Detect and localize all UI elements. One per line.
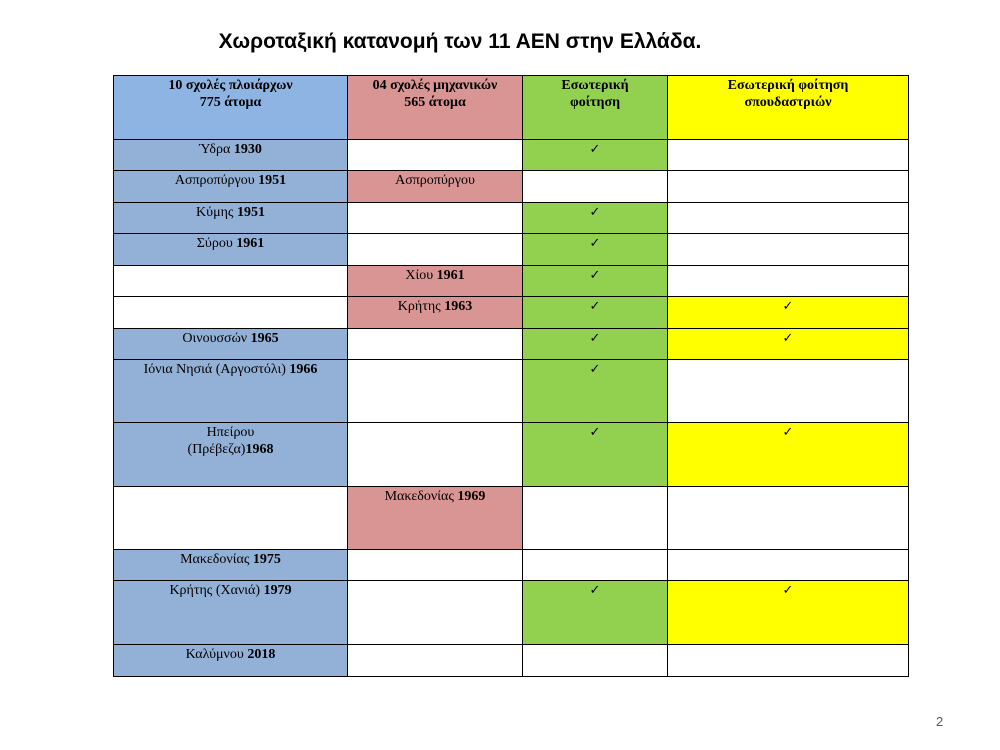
check-icon: ✓ bbox=[782, 425, 794, 440]
header-engineers bbox=[348, 76, 523, 140]
school-name: Σύρου bbox=[196, 236, 233, 251]
header-boarding-line2: φοίτηση bbox=[569, 95, 621, 110]
captains-cell bbox=[114, 266, 348, 297]
engineers-cell bbox=[348, 423, 523, 487]
female-boarding-cell bbox=[668, 581, 909, 645]
school-name: Ιόνια Νησιά (Αργοστόλι) bbox=[143, 362, 286, 377]
captains-cell bbox=[114, 360, 348, 423]
page-number: 2 bbox=[936, 714, 944, 729]
school-name: Καλύμνου bbox=[185, 647, 244, 662]
school-year: 1965 bbox=[250, 331, 279, 346]
female-boarding-cell bbox=[668, 487, 909, 550]
engineers-cell bbox=[348, 171, 523, 203]
school-name: Χίου bbox=[405, 268, 434, 283]
engineers-cell bbox=[348, 487, 523, 550]
female-boarding-cell bbox=[668, 329, 909, 360]
engineers-cell bbox=[348, 360, 523, 423]
table-row bbox=[114, 266, 909, 297]
table-row bbox=[114, 487, 909, 550]
school-year: 1966 bbox=[289, 362, 318, 377]
female-boarding-cell bbox=[668, 423, 909, 487]
boarding-cell bbox=[523, 266, 668, 297]
engineers-cell bbox=[348, 550, 523, 581]
female-boarding-cell bbox=[668, 234, 909, 266]
header-engineers-line2: 565 άτομα bbox=[404, 95, 466, 110]
school-year: 1951 bbox=[236, 205, 265, 220]
check-icon: ✓ bbox=[782, 583, 794, 598]
female-boarding-cell bbox=[668, 140, 909, 171]
slide-title: Χωροταξική κατανομή των 11 ΑΕΝ στην Ελλάδα. bbox=[218, 30, 702, 53]
boarding-cell bbox=[523, 234, 668, 266]
table-row bbox=[114, 234, 909, 266]
engineers-cell bbox=[348, 645, 523, 677]
engineers-cell bbox=[348, 140, 523, 171]
school-year: 1969 bbox=[457, 489, 486, 504]
school-name: Κρήτης bbox=[397, 299, 441, 314]
header-engineers-line1: 04 σχολές μηχανικών bbox=[372, 78, 498, 93]
header-boarding-line1: Εσωτερική bbox=[561, 78, 629, 93]
boarding-cell bbox=[523, 645, 668, 677]
boarding-cell bbox=[523, 171, 668, 203]
engineers-cell bbox=[348, 234, 523, 266]
captains-cell bbox=[114, 203, 348, 234]
header-boarding bbox=[523, 76, 668, 140]
school-name: Κύμης bbox=[196, 205, 234, 220]
boarding-cell bbox=[523, 550, 668, 581]
captains-cell bbox=[114, 140, 348, 171]
female-boarding-cell bbox=[668, 266, 909, 297]
table-row bbox=[114, 140, 909, 171]
table-row bbox=[114, 581, 909, 645]
table-row bbox=[114, 329, 909, 360]
check-icon: ✓ bbox=[589, 142, 601, 157]
table-body bbox=[114, 140, 909, 677]
engineers-cell bbox=[348, 266, 523, 297]
boarding-cell bbox=[523, 487, 668, 550]
school-year: 1975 bbox=[252, 552, 281, 567]
table-row bbox=[114, 645, 909, 677]
header-captains-line1: 10 σχολές πλοιάρχων bbox=[168, 78, 293, 93]
header-row bbox=[114, 76, 909, 140]
school-year: 1963 bbox=[444, 299, 473, 314]
school-name: Ύδρα bbox=[199, 142, 231, 157]
school-year: 1961 bbox=[436, 268, 465, 283]
header-female-boarding bbox=[668, 76, 909, 140]
check-icon: ✓ bbox=[589, 583, 601, 598]
engineers-cell bbox=[348, 203, 523, 234]
boarding-cell bbox=[523, 329, 668, 360]
header-captains-line2: 775 άτομα bbox=[199, 95, 262, 110]
check-icon: ✓ bbox=[782, 331, 794, 346]
table-row bbox=[114, 550, 909, 581]
captains-cell bbox=[114, 550, 348, 581]
check-icon: ✓ bbox=[589, 331, 601, 346]
table-row bbox=[114, 203, 909, 234]
school-name: Μακεδονίας bbox=[180, 552, 250, 567]
school-name: Ασπροπύργου bbox=[174, 173, 255, 188]
boarding-cell bbox=[523, 297, 668, 329]
engineers-cell bbox=[348, 297, 523, 329]
school-name: Ασπροπύργου bbox=[395, 173, 475, 188]
female-boarding-cell bbox=[668, 203, 909, 234]
school-name: Κρήτης (Χανιά) bbox=[169, 583, 261, 598]
table-row bbox=[114, 171, 909, 203]
captains-cell bbox=[114, 645, 348, 677]
header-captains bbox=[114, 76, 348, 140]
school-year: 1968 bbox=[245, 442, 274, 457]
school-name: Οινουσσών bbox=[182, 331, 248, 346]
school-year: 1979 bbox=[263, 583, 292, 598]
schools-table bbox=[113, 75, 909, 677]
school-name-location: (Πρέβεζα) bbox=[187, 442, 246, 457]
captains-cell bbox=[114, 234, 348, 266]
female-boarding-cell bbox=[668, 360, 909, 423]
school-name: Ηπείρου bbox=[206, 425, 255, 440]
boarding-cell bbox=[523, 581, 668, 645]
school-year: 1930 bbox=[233, 142, 262, 157]
captains-cell bbox=[114, 423, 348, 487]
female-boarding-cell bbox=[668, 550, 909, 581]
header-female-line1: Εσωτερική φοίτηση bbox=[727, 78, 849, 93]
captains-cell bbox=[114, 171, 348, 203]
header-female-line2: σπουδαστριών bbox=[744, 95, 832, 110]
boarding-cell bbox=[523, 360, 668, 423]
check-icon: ✓ bbox=[589, 268, 601, 283]
captains-cell bbox=[114, 329, 348, 360]
boarding-cell bbox=[523, 140, 668, 171]
boarding-cell bbox=[523, 423, 668, 487]
captains-cell bbox=[114, 297, 348, 329]
boarding-cell bbox=[523, 203, 668, 234]
check-icon: ✓ bbox=[589, 236, 601, 251]
school-year: 1951 bbox=[258, 173, 287, 188]
female-boarding-cell bbox=[668, 171, 909, 203]
check-icon: ✓ bbox=[589, 425, 601, 440]
check-icon: ✓ bbox=[589, 362, 601, 377]
school-year: 1961 bbox=[236, 236, 265, 251]
table-row bbox=[114, 360, 909, 423]
check-icon: ✓ bbox=[589, 299, 601, 314]
school-name: Μακεδονίας bbox=[384, 489, 454, 504]
engineers-cell bbox=[348, 581, 523, 645]
captains-cell bbox=[114, 581, 348, 645]
table-row bbox=[114, 297, 909, 329]
female-boarding-cell bbox=[668, 645, 909, 677]
check-icon: ✓ bbox=[589, 205, 601, 220]
check-icon: ✓ bbox=[782, 299, 794, 314]
female-boarding-cell bbox=[668, 297, 909, 329]
school-year: 2018 bbox=[247, 647, 276, 662]
table-row bbox=[114, 423, 909, 487]
engineers-cell bbox=[348, 329, 523, 360]
captains-cell bbox=[114, 487, 348, 550]
